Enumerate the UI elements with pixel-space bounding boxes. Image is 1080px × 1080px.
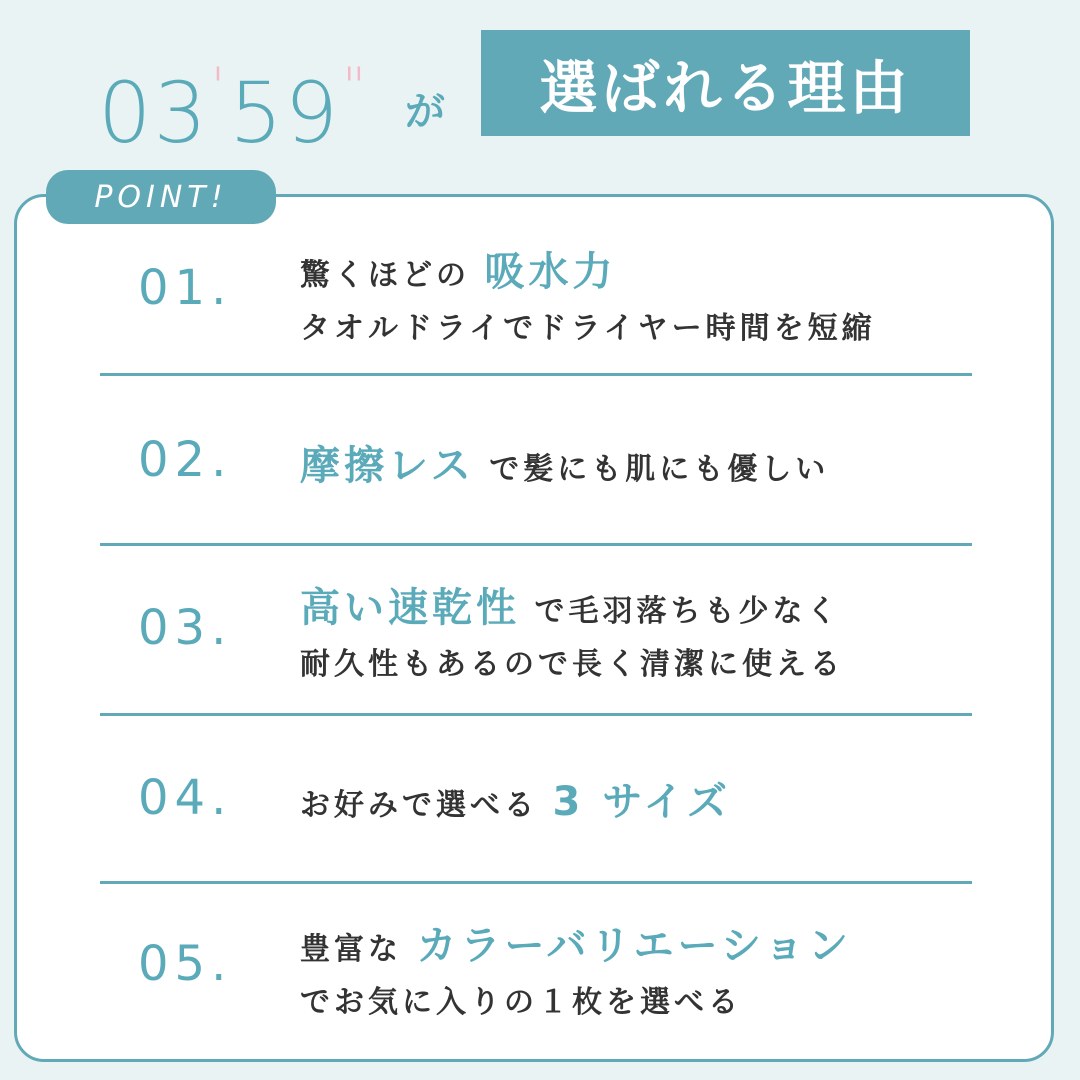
point-number: 05. — [138, 936, 233, 992]
page-header — [0, 30, 1080, 162]
point-line-1 — [300, 434, 829, 491]
point-number: 04. — [138, 770, 233, 826]
point-highlight: 吸水力 — [484, 249, 617, 295]
point-post: で髪にも肌にも優しい — [489, 452, 830, 487]
brand-digits-1: 03 — [98, 64, 209, 162]
point-line-2: 耐久性もあるので長く清潔に使える — [300, 647, 844, 682]
point-number: 03. — [138, 600, 233, 656]
point-line-2: でお気に入りの１枚を選べる — [300, 985, 742, 1020]
point-line-1 — [300, 576, 844, 633]
point-item-4 — [100, 716, 972, 884]
point-text — [300, 434, 829, 491]
point-item-3 — [100, 546, 972, 716]
point-text — [300, 576, 844, 683]
point-highlight: カラーバリエーション — [416, 923, 853, 969]
point-pre: 驚くほどの — [300, 258, 470, 293]
point-number: 01. — [138, 260, 233, 316]
point-highlight: 摩擦レス — [300, 443, 475, 489]
brand-logo — [98, 42, 370, 162]
point-tag: POINT! — [46, 170, 276, 224]
point-line-2: タオルドライでドライヤー時間を短縮 — [300, 311, 876, 346]
point-post: で毛羽落ちも少なく — [534, 594, 841, 629]
point-pre: お好みで選べる — [300, 788, 538, 823]
point-line-1 — [300, 240, 876, 297]
brand-minute-mark: ' — [210, 57, 228, 117]
point-text — [300, 914, 852, 1021]
brand-digits-2: 59 — [229, 64, 341, 162]
point-item-2 — [100, 376, 972, 546]
point-text — [300, 770, 731, 827]
page-title: 選ばれる理由 — [481, 30, 970, 136]
brand-particle: が — [405, 89, 445, 135]
point-item-1 — [100, 224, 972, 376]
point-highlight: 3 サイズ — [552, 779, 732, 825]
point-line-1 — [300, 914, 852, 971]
point-line-1 — [300, 770, 731, 827]
point-highlight: 高い速乾性 — [300, 585, 520, 631]
point-number: 02. — [138, 432, 233, 488]
point-pre: 豊富な — [300, 932, 402, 967]
point-text — [300, 240, 876, 347]
point-item-5 — [100, 884, 972, 1054]
brand-second-mark: " — [342, 57, 368, 117]
